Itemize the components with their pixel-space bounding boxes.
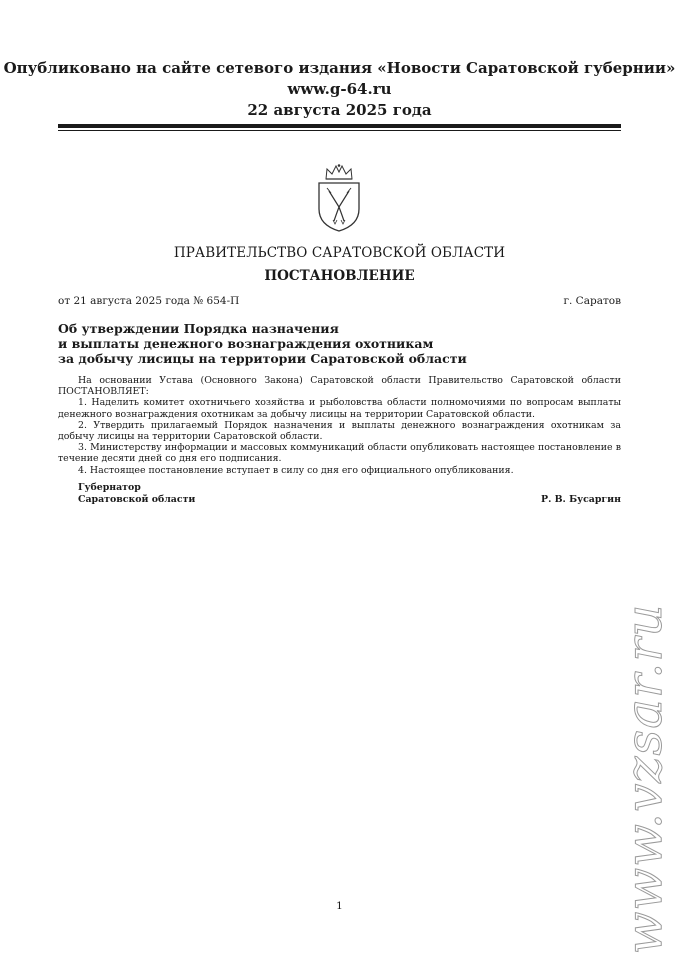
signatory-name: Р. В. Бусаргин — [541, 494, 621, 505]
paragraph-item-1: 1. Наделить комитет охотничьего хозяйства и рыболовства области полномочиями по вопросам выплаты денежного вознаграждения охотникам за добычу лисицы на территории Саратовской области. — [58, 397, 621, 420]
dateline — [58, 295, 621, 307]
decree-date-number: от 21 августа 2025 года № 654-П — [58, 295, 240, 307]
header-rule-thin — [58, 130, 621, 131]
signature-block — [78, 482, 621, 506]
decree-body — [58, 375, 621, 476]
signatory-position-line1: Губернатор — [78, 482, 141, 493]
decree-title — [58, 321, 621, 366]
title-line: Об утверждении Порядка назначения — [58, 321, 339, 336]
header-rule-thick — [58, 124, 621, 128]
publication-header — [0, 58, 679, 121]
title-line: и выплаты денежного вознаграждения охотникам — [58, 336, 434, 351]
paragraph-item-2: 2. Утвердить прилагаемый Порядок назначения и выплаты денежного вознаграждения охотникам за добычу лисицы на территории Саратовской области. — [58, 419, 621, 443]
title-line: за добычу лисицы на территории Саратовской области — [58, 351, 467, 366]
publication-site: www.g-64.ru — [287, 80, 392, 98]
document-type: ПОСТАНОВЛЕНИЕ — [264, 268, 415, 284]
paragraph-item-3: 3. Министерству информации и массовых коммуникаций области опубликовать настоящее постановление в течение десяти дней со дня его подписания. — [58, 442, 621, 465]
saratov-coat-of-arms-icon — [316, 163, 362, 233]
government-name: ПРАВИТЕЛЬСТВО САРАТОВСКОЙ ОБЛАСТИ — [173, 245, 506, 261]
signatory-position-line2: Саратовской области — [78, 494, 196, 505]
decree-city: г. Саратов — [563, 295, 621, 307]
page-number: 1 — [336, 900, 343, 912]
paragraph-preamble: На основании Устава (Основного Закона) Саратовской области Правительство Саратовской области ПОСТАНОВЛЯЕТ: — [58, 375, 621, 398]
publication-date: 22 августа 2025 года — [247, 101, 432, 119]
watermark-text: www.vzsar.ru — [615, 603, 673, 955]
paragraph-item-4: 4. Настоящее постановление вступает в силу со дня его официального опубликования. — [78, 464, 514, 476]
watermark — [615, 603, 673, 955]
publication-note: Опубликовано на сайте сетевого издания «Новости Саратовской губернии» — [3, 59, 676, 77]
